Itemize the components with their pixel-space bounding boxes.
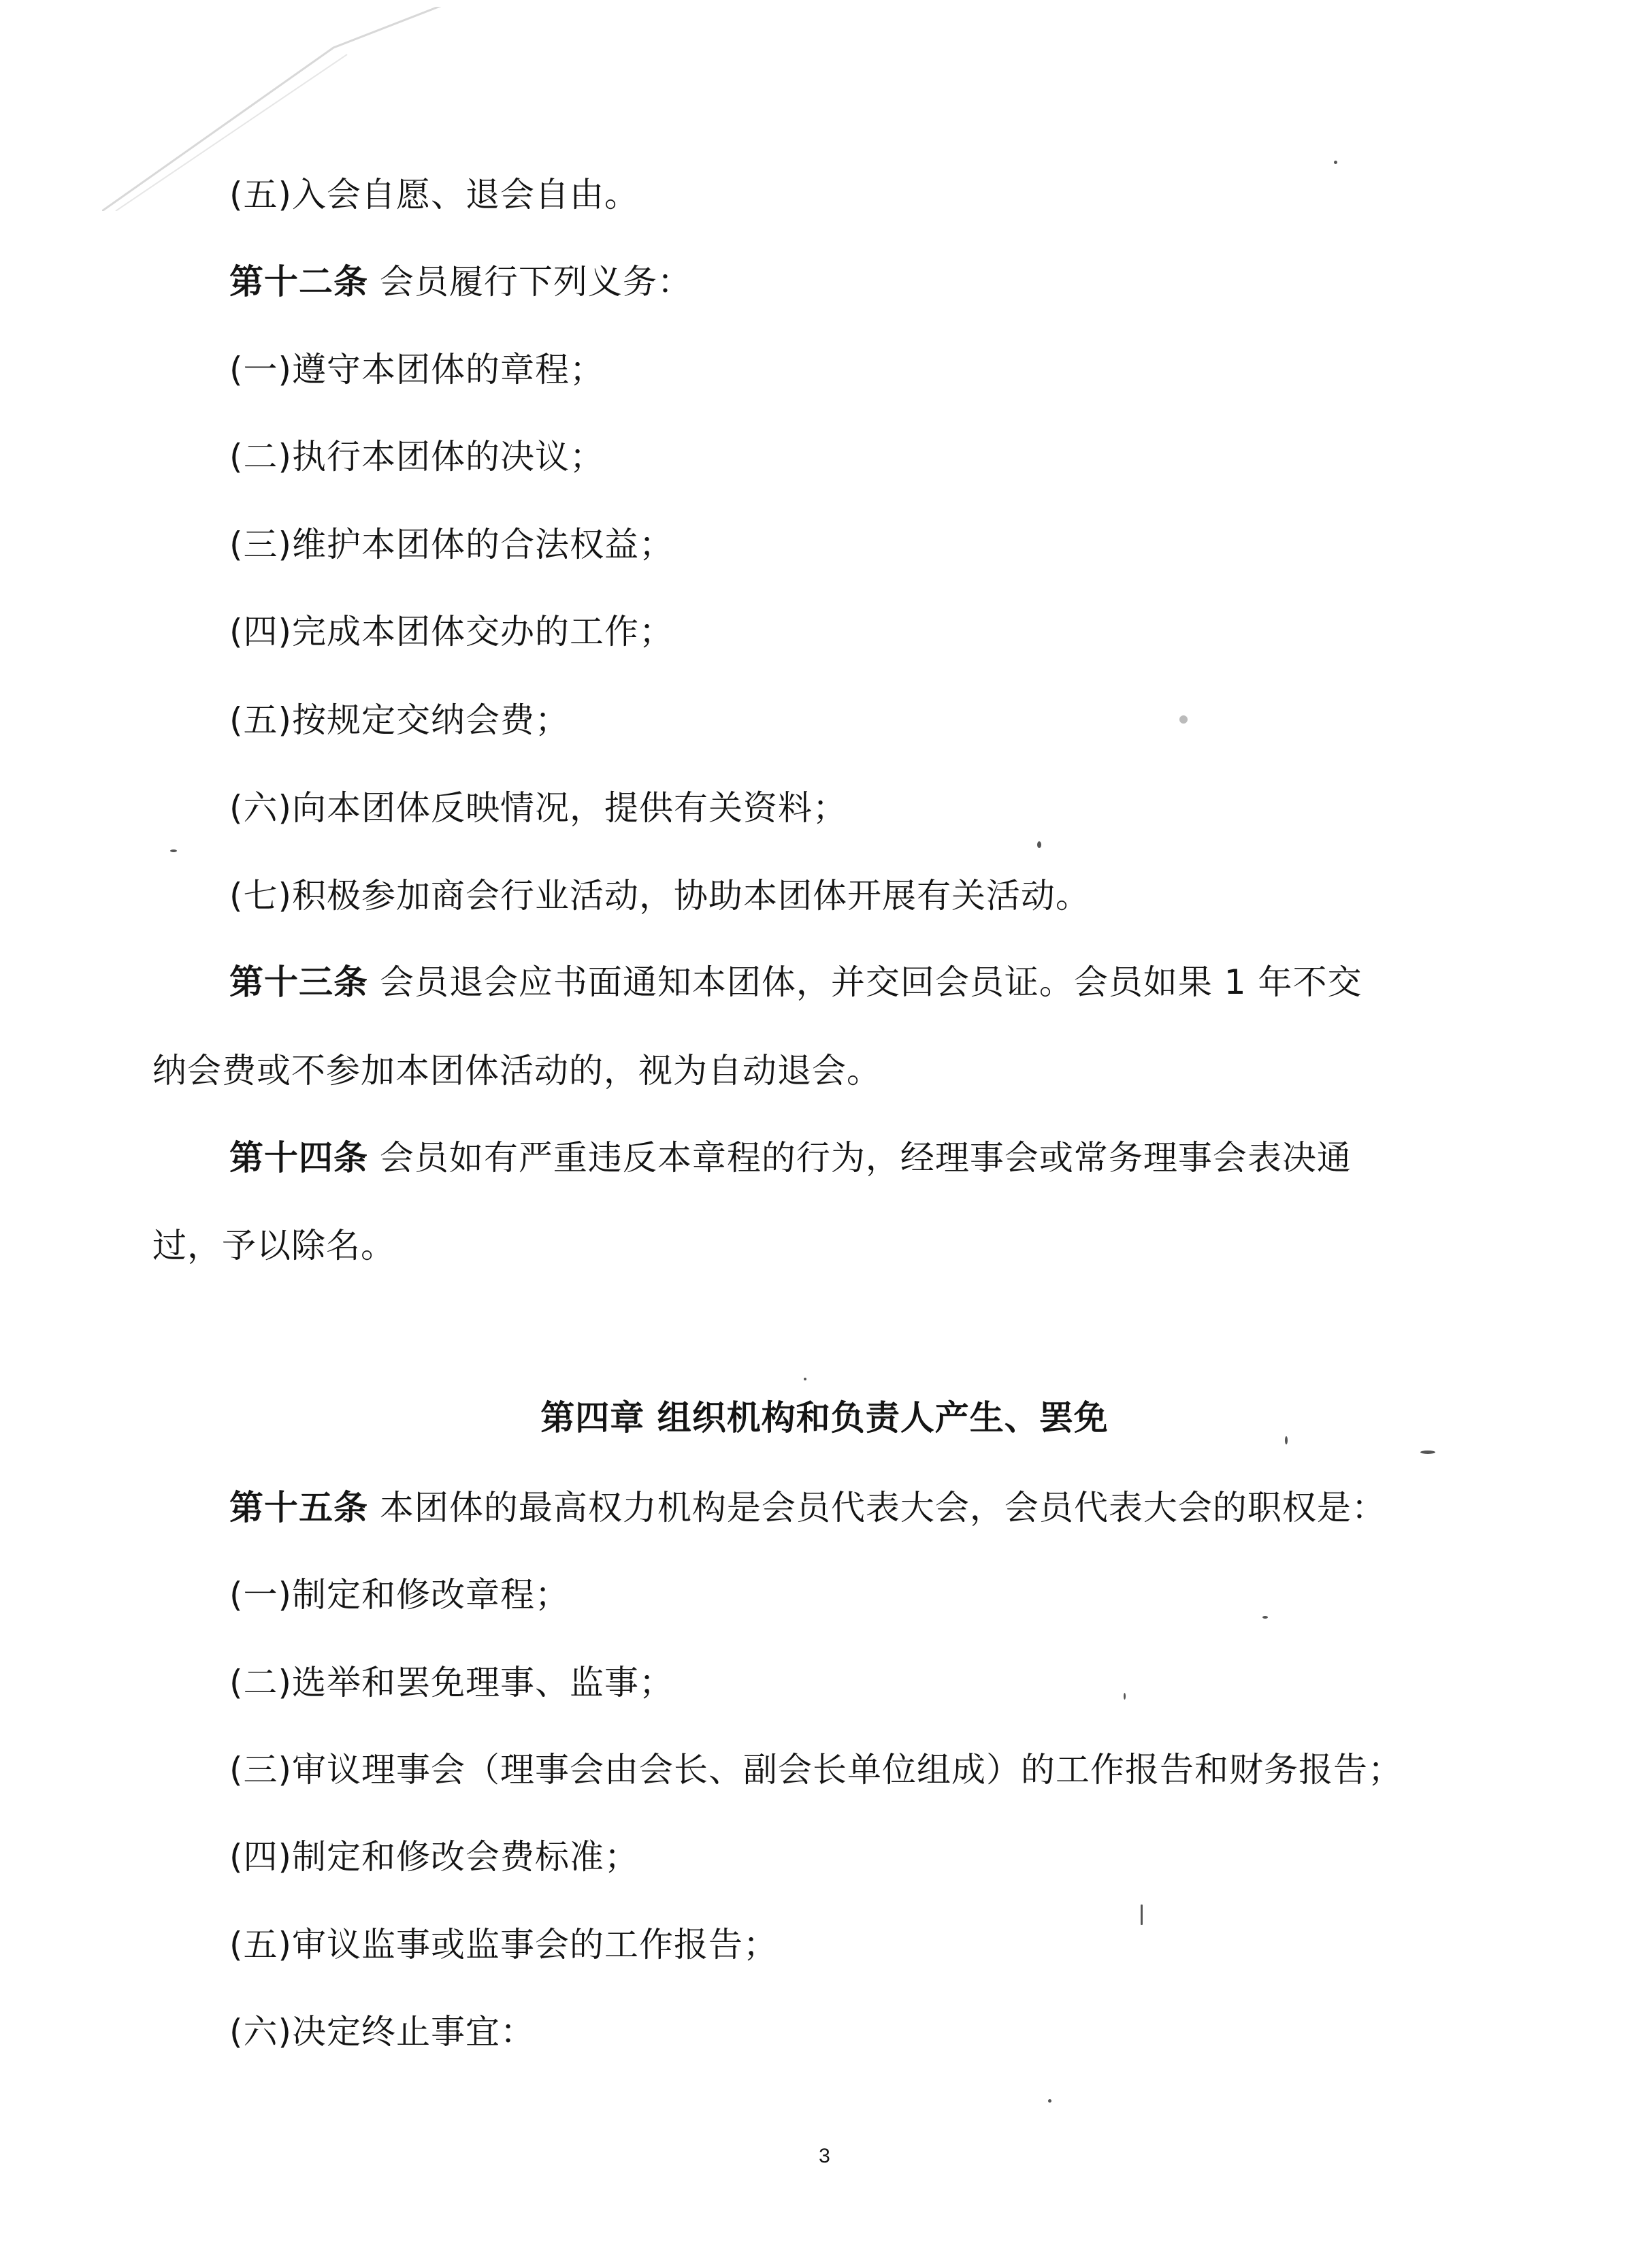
article-text: 会员履行下列义务：	[379, 262, 692, 302]
article-text: 本团体的最高权力机构是会员代表大会，会员代表大会的职权是：	[379, 1488, 1386, 1527]
list-item: (四)制定和修改会费标准；	[229, 1837, 640, 1877]
scan-speck	[1334, 161, 1337, 164]
article-label: 第十三条	[229, 962, 368, 1002]
article-14	[229, 1137, 1352, 1178]
article-label: 第十四条	[229, 1138, 368, 1178]
list-item: (三)审议理事会（理事会由会长、副会长单位组成）的工作报告和财务报告；	[229, 1750, 1403, 1789]
scan-speck	[1037, 841, 1041, 848]
list-item: (一)制定和修改章程；	[229, 1575, 570, 1615]
scan-speck	[1048, 2099, 1051, 2103]
scan-speck	[1179, 715, 1188, 724]
article-12	[229, 261, 692, 302]
list-item: (二)执行本团体的决议；	[229, 437, 605, 476]
article-label: 第十五条	[229, 1488, 368, 1527]
scan-speck	[804, 1378, 806, 1380]
list-item: (三)维护本团体的合法权益；	[229, 525, 674, 564]
list-item: (一)遵守本团体的章程；	[229, 350, 605, 389]
page-number: 3	[819, 2145, 830, 2167]
scan-speck	[1141, 1905, 1143, 1925]
article-text: 会员如有严重违反本章程的行为，经理事会或常务理事会表决通	[379, 1138, 1352, 1178]
list-item: (五)按规定交纳会费；	[229, 700, 570, 740]
scan-speck	[170, 849, 177, 852]
list-item: (五)入会自愿、退会自由。	[229, 175, 640, 214]
list-item: (六)决定终止事宜：	[229, 2012, 536, 2052]
scan-speck	[1262, 1616, 1268, 1619]
scan-speck	[1420, 1451, 1435, 1454]
article-14-continuation: 过，予以除名。	[152, 1226, 395, 1265]
list-item: (四)完成本团体交办的工作；	[229, 612, 674, 651]
article-text: 会员退会应书面通知本团体，并交回会员证。会员如果 1 年不交	[379, 962, 1362, 1002]
scan-speck	[1124, 1693, 1126, 1700]
article-label: 第十二条	[229, 262, 368, 302]
list-item: (六)向本团体反映情况，提供有关资料；	[229, 788, 848, 828]
list-item: (二)选举和罢免理事、监事；	[229, 1663, 674, 1702]
article-13-continuation: 纳会费或不参加本团体活动的，视为自动退会。	[152, 1051, 881, 1090]
scan-speck	[1285, 1436, 1288, 1444]
chapter-heading: 第四章 组织机构和负责人产生、罢免	[540, 1398, 1109, 1438]
article-13	[229, 962, 1362, 1003]
article-15	[229, 1487, 1386, 1528]
list-item: (七)积极参加商会行业活动，协助本团体开展有关活动。	[229, 876, 1091, 916]
list-item: (五)审议监事或监事会的工作报告；	[229, 1925, 779, 1964]
